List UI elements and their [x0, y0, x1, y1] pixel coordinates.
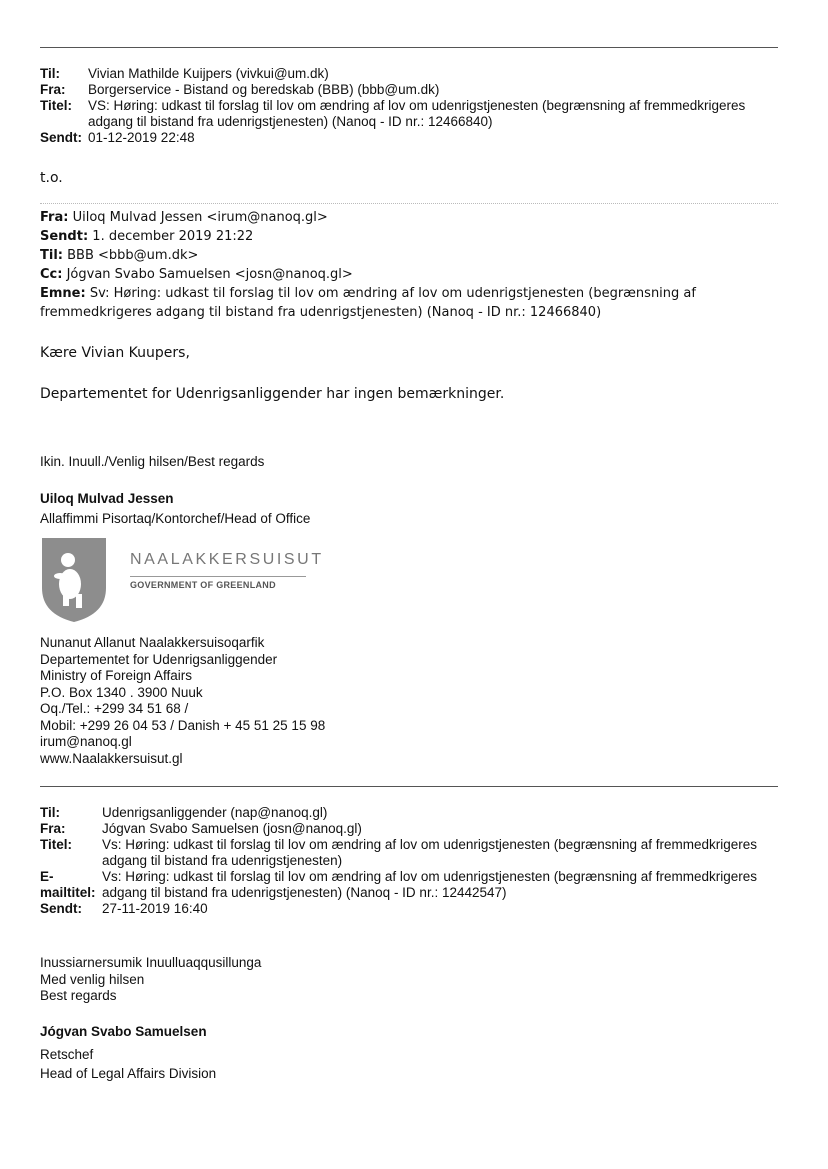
quote-divider [40, 203, 778, 204]
sender: Uiloq Mulvad Jessen <irum@nanoq.gl> [72, 210, 328, 225]
address-line: P.O. Box 1340 . 3900 Nuuk [40, 684, 203, 700]
top-divider [40, 47, 778, 48]
email3-mailtitle-row [40, 869, 778, 901]
closing-line: Best regards [40, 988, 117, 1003]
signature-name: Uiloq Mulvad Jessen [40, 491, 174, 506]
field-label: Sendt: [40, 229, 89, 244]
email-link[interactable]: irum@nanoq.gl [40, 734, 132, 749]
address-line: Departementet for Udenrigsanliggender [40, 651, 278, 667]
email3-sent-row [40, 901, 778, 917]
title-line: Head of Legal Affairs Division [40, 1066, 217, 1081]
message-body: Departementet for Udenrigsanliggender har ingen bemærkninger. [40, 386, 505, 402]
field-label: Emne: [40, 286, 86, 301]
field-label: Sendt: [40, 901, 82, 916]
field-label: Til: [40, 248, 63, 263]
email2-from-row [40, 208, 780, 227]
logo-subtitle: GOVERNMENT OF GREENLAND [130, 576, 306, 590]
title-line: Retschef [40, 1047, 94, 1062]
email1-title-row [40, 98, 778, 130]
field-label: Fra: [40, 82, 66, 97]
email1-header [40, 66, 778, 146]
field-label: Fra: [40, 210, 69, 225]
email3-from-row [40, 821, 778, 837]
email2-cc-row [40, 265, 780, 284]
closing-line: Inussiarnersumik Inuulluaqqusillunga [40, 955, 262, 970]
subject: Vs: Høring: udkast til forslag til lov om ændring af lov om udenrigstjenesten (begrænsning af fremmedkrigeres adgang til bistand fra udenrigstjenesten) [102, 837, 758, 868]
address-line: Nunanut Allanut Naalakkersuisoqarfik [40, 635, 265, 650]
cc-recipient: Jógvan Svabo Samuelsen <josn@nanoq.gl> [66, 267, 353, 282]
email-subject: Vs: Høring: udkast til forslag til lov om ændring af lov om udenrigstjenesten (begrænsning af fremmedkrigeres adgang til bistand fra udenrigstjenesten) (Nanoq - ID nr.: 12442547) [102, 869, 758, 900]
address-line: Mobil: +299 26 04 53 / Danish + 45 51 25 15 98 [40, 717, 326, 733]
email1-to-row [40, 66, 778, 82]
sender: Borgerservice - Bistand og beredskab (BBB) (bbb@um.dk) [88, 82, 440, 97]
sent-date: 27-11-2019 16:40 [102, 901, 208, 916]
signature-title: Allaffimmi Pisortaq/Kontorchef/Head of Office [40, 511, 311, 526]
field-label: Til: [40, 66, 60, 81]
field-label: Sendt: [40, 130, 82, 145]
email3-closing [40, 955, 261, 1005]
address-line: Ministry of Foreign Affairs [40, 668, 193, 683]
recipient: Vivian Mathilde Kuijpers (vivkui@um.dk) [88, 66, 329, 81]
coat-of-arms-logo [40, 536, 108, 624]
email3-header [40, 805, 778, 917]
recipient: Udenrigsanliggender (nap@nanoq.gl) [102, 805, 328, 820]
field-label: Til: [40, 805, 60, 820]
signature-title [40, 1045, 216, 1083]
forward-note: t.o. [40, 170, 63, 186]
email2-header [40, 208, 780, 322]
recipient: BBB <bbb@um.dk> [67, 248, 199, 263]
email1-sent-row [40, 130, 778, 146]
address-line: Oq./Tel.: +299 34 51 68 / [40, 701, 189, 716]
email2-to-row [40, 246, 780, 265]
website-link[interactable]: www.Naalakkersuisut.gl [40, 750, 183, 766]
sent-date: 1. december 2019 21:22 [92, 229, 254, 244]
field-label: Cc: [40, 267, 63, 282]
field-label: Titel: [40, 837, 73, 852]
signature-name: Jógvan Svabo Samuelsen [40, 1024, 207, 1039]
email3-title-row [40, 837, 778, 869]
field-label: E-mailtitel: [40, 869, 96, 900]
subject: Sv: Høring: udkast til forslag til lov om ændring af lov om udenrigstjenesten (begrænsning af fremmedkrigeres adgang til bistand fra udenrigstjenesten) (Nanoq - ID nr.: 12466840) [40, 286, 696, 320]
closing: Ikin. Inuull./Venlig hilsen/Best regards [40, 454, 265, 469]
email1-from-row [40, 82, 778, 98]
email3-to-row [40, 805, 778, 821]
email3-divider [40, 786, 778, 787]
sent-date: 01-12-2019 22:48 [88, 130, 195, 145]
field-label: Fra: [40, 821, 66, 836]
sender: Jógvan Svabo Samuelsen (josn@nanoq.gl) [102, 821, 362, 836]
address-block [40, 635, 325, 767]
logo-wordmark: NAALAKKERSUISUT [130, 551, 324, 568]
field-label: Titel: [40, 98, 73, 113]
subject: VS: Høring: udkast til forslag til lov om ændring af lov om udenrigstjenesten (begrænsning af fremmedkrigeres adgang til bistand fra udenrigstjenesten) (Nanoq - ID nr.: 12466840) [88, 98, 746, 129]
email2-sent-row [40, 227, 780, 246]
closing-line: Med venlig hilsen [40, 971, 145, 987]
email2-subject-row [40, 284, 780, 322]
greeting: Kære Vivian Kuupers, [40, 345, 190, 361]
